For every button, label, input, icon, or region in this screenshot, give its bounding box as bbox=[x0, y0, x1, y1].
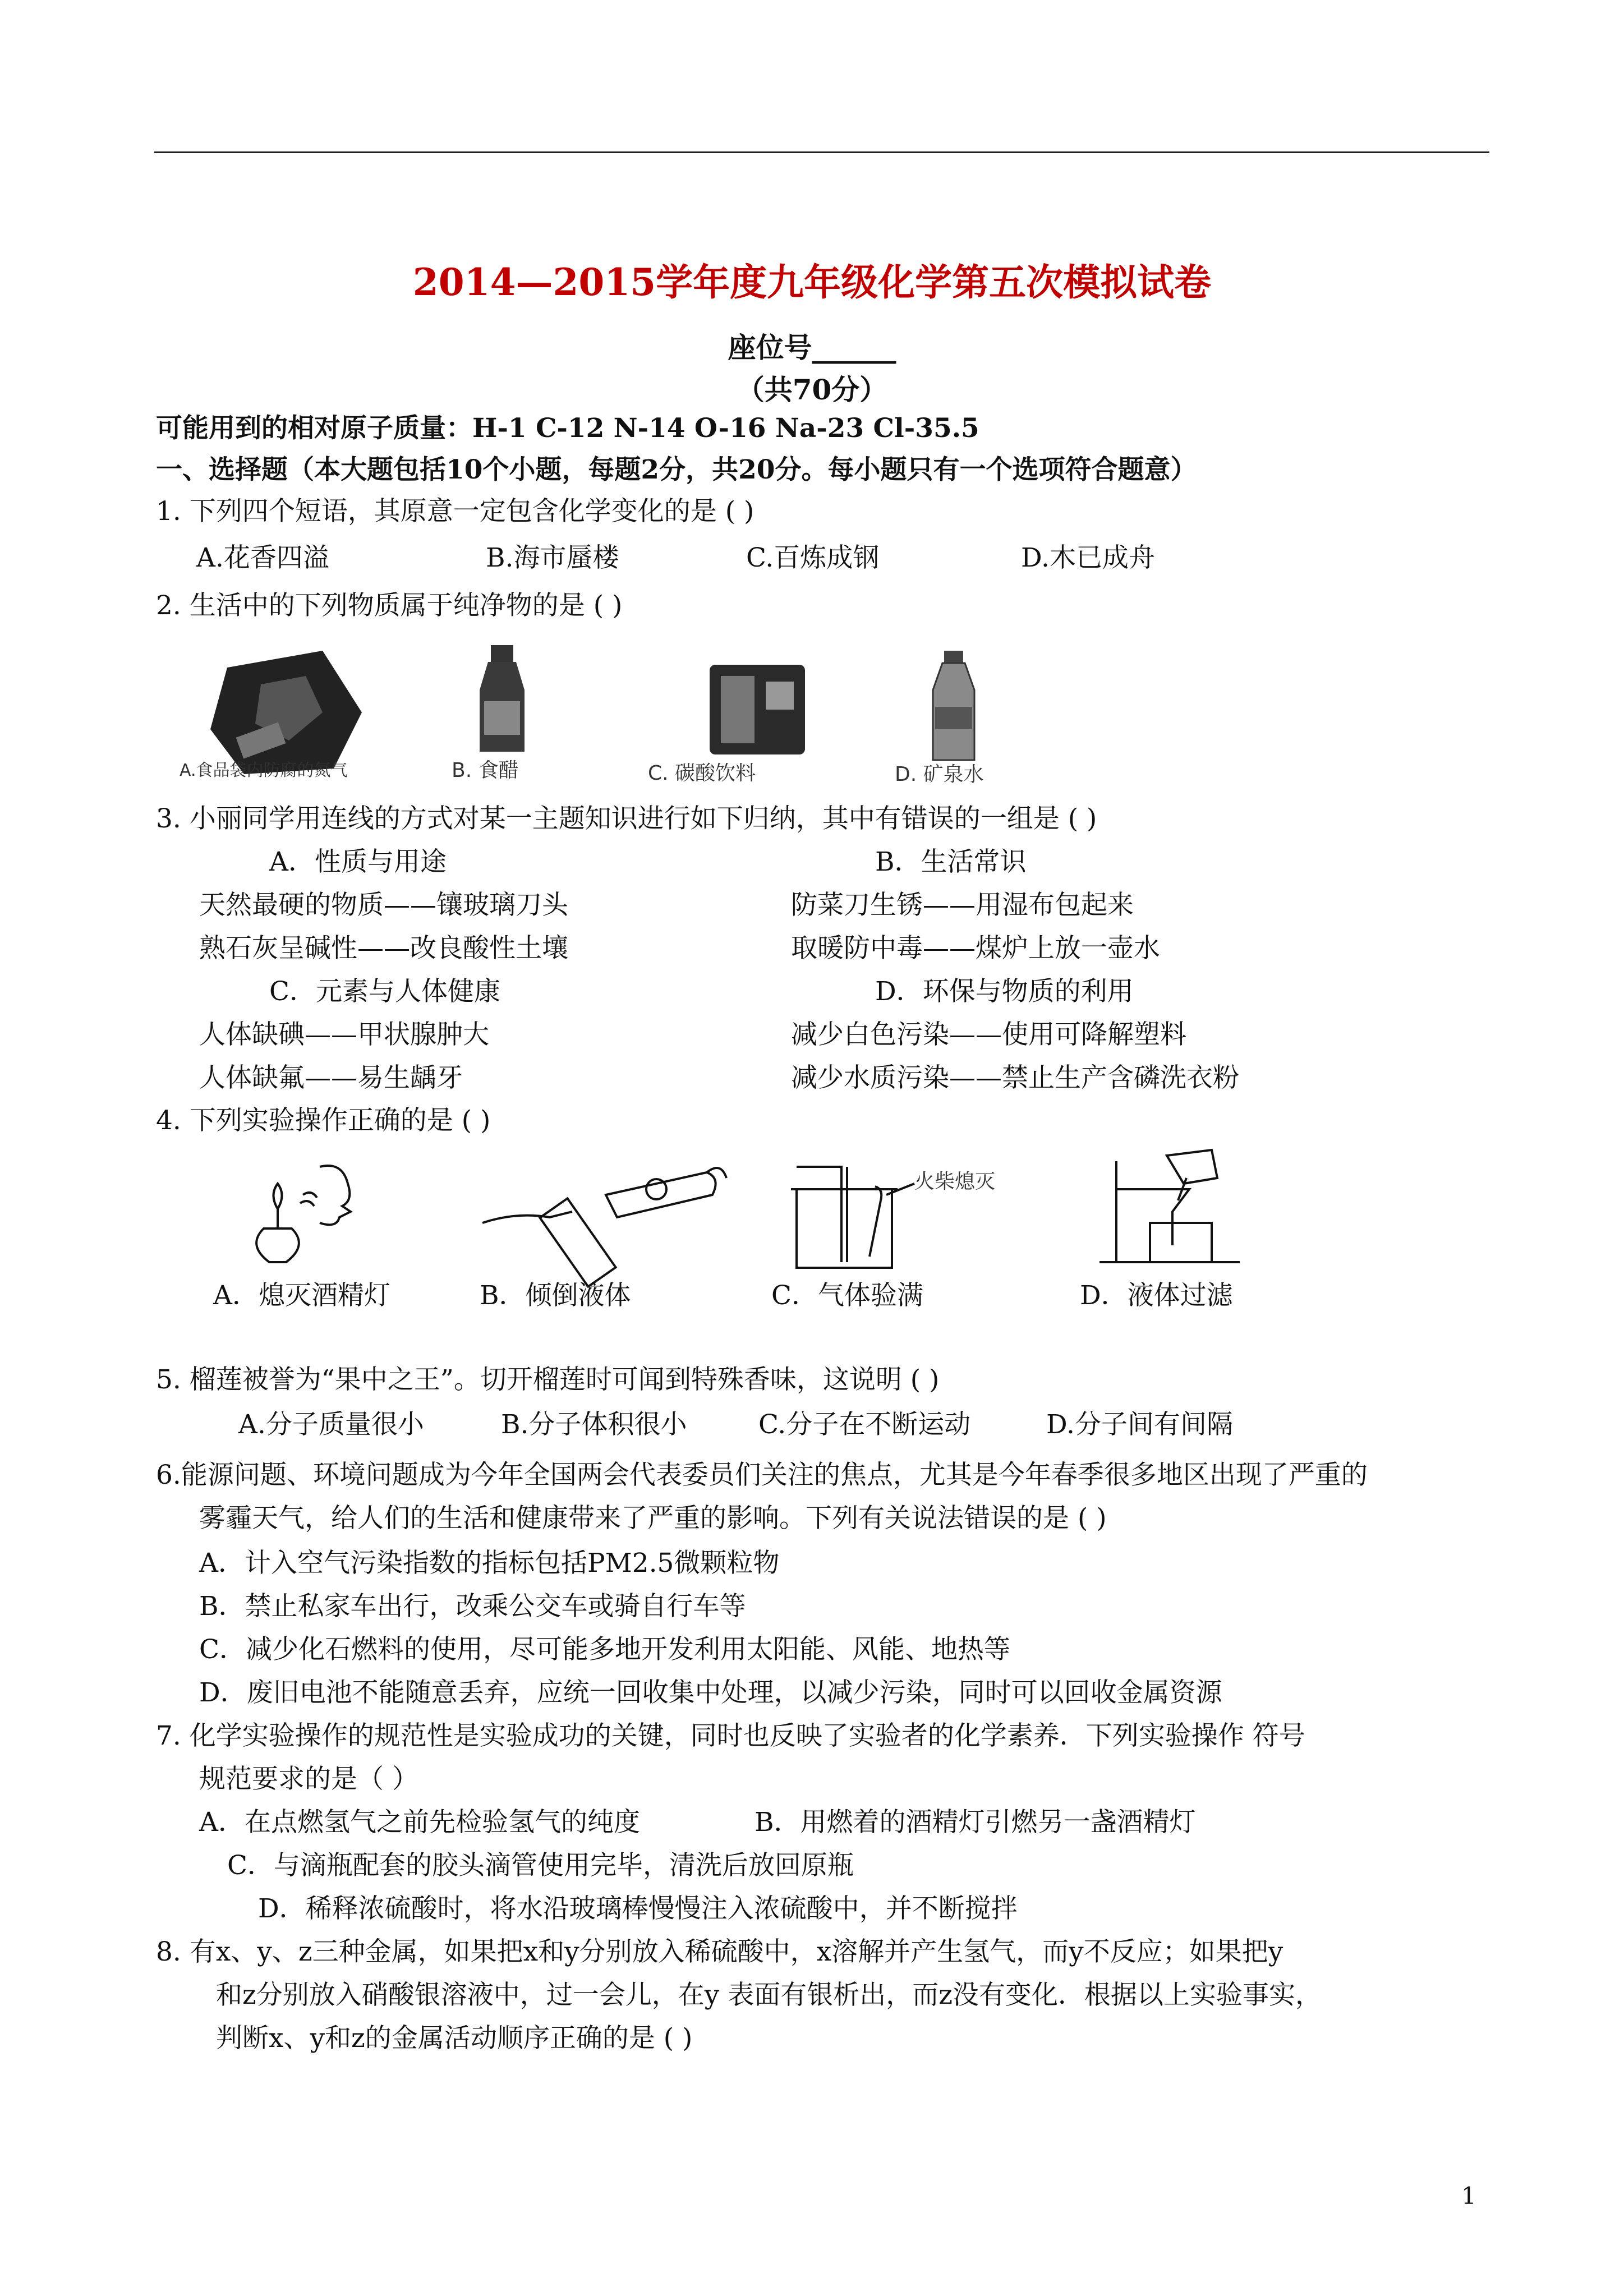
q5-option-d: D.分子间有间隔 bbox=[1046, 1409, 1233, 1440]
q7-option-a: A．在点燃氢气之前先检验氢气的纯度 bbox=[199, 1807, 640, 1838]
q3-c-line-1: 人体缺碘——甲状腺肿大 bbox=[199, 1019, 489, 1050]
question-2-stem: 2. 生活中的下列物质属于纯净物的是 ( ) bbox=[156, 590, 623, 621]
section-heading: 一、选择题（本大题包括10个小题，每题2分，共20分。每小题只有一个选项符合题意） bbox=[156, 454, 1197, 485]
q2-caption-c: C. 碳酸饮料 bbox=[648, 762, 756, 785]
q7-option-d: D．稀释浓硫酸时，将水沿玻璃棒慢慢注入浓硫酸中，并不断搅拌 bbox=[258, 1893, 1018, 1924]
filtration-figure bbox=[1094, 1144, 1262, 1273]
header-rule bbox=[154, 151, 1489, 153]
q3-d-line-2: 减少水质污染——禁止生产含磷洗衣粉 bbox=[791, 1062, 1239, 1093]
q4-caption-b: B．倾倒液体 bbox=[480, 1280, 631, 1311]
q2-caption-a: A.食品袋内防腐的氮气 bbox=[180, 761, 348, 780]
q5-option-a: A.分子质量很小 bbox=[238, 1409, 424, 1440]
question-7-stem-line-1: 7. 化学实验操作的规范性是实验成功的关键，同时也反映了实验者的化学素养．下列实验操作 符号 bbox=[156, 1720, 1305, 1751]
q4-caption-a: A．熄灭酒精灯 bbox=[213, 1280, 390, 1311]
total-score: （共70分） bbox=[736, 373, 888, 406]
q7-option-c: C．与滴瓶配套的胶头滴管使用完毕，清洗后放回原瓶 bbox=[227, 1850, 854, 1881]
q3-d-line-1: 减少白色污染——使用可降解塑料 bbox=[791, 1019, 1186, 1050]
q4-caption-c: C．气体验满 bbox=[771, 1280, 923, 1311]
extinguish-lamp-figure bbox=[236, 1156, 381, 1268]
q3-b-line-2: 取暖防中毒——煤炉上放一壶水 bbox=[791, 933, 1160, 964]
q3-a-line-1: 天然最硬的物质——镶玻璃刀头 bbox=[199, 890, 568, 921]
q5-option-c: C.分子在不断运动 bbox=[758, 1409, 971, 1440]
question-8-stem-line-1: 8. 有x、y、z三种金属，如果把x和y分别放入稀硫酸中，x溶解并产生氢气，而y不反应；如果把y bbox=[156, 1936, 1283, 1967]
q6-option-b: B．禁止私家车出行，改乘公交车或骑自行车等 bbox=[199, 1591, 746, 1622]
vinegar-bottle-image bbox=[466, 645, 544, 757]
q3-group-b-heading: B．生活常识 bbox=[875, 846, 1027, 877]
q6-option-c: C．减少化石燃料的使用，尽可能多地开发利用太阳能、风能、地热等 bbox=[199, 1634, 1010, 1665]
seat-number: 座位号______ bbox=[728, 331, 896, 364]
q2-caption-d: D. 矿泉水 bbox=[895, 763, 984, 786]
q6-option-d: D．废旧电池不能随意丢弃，应统一回收集中处理，以减少污染，同时可以回收金属资源 bbox=[199, 1677, 1222, 1708]
mineral-water-image bbox=[923, 651, 984, 763]
q2-caption-b: B. 食醋 bbox=[452, 759, 519, 782]
question-1-stem: 1. 下列四个短语，其原意一定包含化学变化的是 ( ) bbox=[156, 496, 755, 527]
q1-option-a: A.花香四溢 bbox=[196, 542, 329, 573]
question-7-stem-line-2: 规范要求的是（ ） bbox=[199, 1764, 418, 1795]
q6-option-a: A．计入空气污染指数的指标包括PM2.5微颗粒物 bbox=[199, 1548, 780, 1579]
q3-group-d-heading: D．环保与物质的利用 bbox=[875, 976, 1134, 1007]
q4-caption-d: D．液体过滤 bbox=[1080, 1280, 1233, 1311]
q3-group-c-heading: C．元素与人体健康 bbox=[269, 976, 500, 1007]
exam-title: 2014—2015学年度九年级化学第五次模拟试卷 bbox=[412, 260, 1212, 304]
q3-group-a-heading: A．性质与用途 bbox=[269, 846, 447, 877]
question-5-stem: 5. 榴莲被誉为“果中之王”。切开榴莲时可闻到特殊香味，这说明 ( ) bbox=[156, 1364, 940, 1395]
q1-option-d: D.木已成舟 bbox=[1021, 542, 1155, 573]
q3-c-line-2: 人体缺氟——易生龋牙 bbox=[199, 1062, 463, 1093]
atomic-mass-note: 可能用到的相对原子质量：H-1 C-12 N-14 O-16 Na-23 Cl-35.5 bbox=[156, 413, 979, 444]
pour-liquid-figure bbox=[471, 1156, 729, 1268]
question-4-stem: 4. 下列实验操作正确的是 ( ) bbox=[156, 1105, 491, 1136]
q3-b-line-1: 防菜刀生锈——用湿布包起来 bbox=[791, 890, 1134, 921]
q3-a-line-2: 熟石灰呈碱性——改良酸性土壤 bbox=[199, 933, 568, 964]
question-6-stem-line-1: 6.能源问题、环境问题成为今年全国两会代表委员们关注的焦点，尤其是今年春季很多地区出现了严重的 bbox=[156, 1460, 1368, 1490]
q4-figure-label: 火柴熄灭 bbox=[914, 1170, 996, 1193]
q5-option-b: B.分子体积很小 bbox=[501, 1409, 687, 1440]
q7-option-b: B．用燃着的酒精灯引燃另一盏酒精灯 bbox=[755, 1807, 1196, 1838]
q1-option-c: C.百炼成钢 bbox=[746, 542, 880, 573]
question-6-stem-line-2: 雾霾天气，给人们的生活和健康带来了严重的影响。下列有关说法错误的是 ( ) bbox=[199, 1503, 1107, 1534]
question-3-stem: 3. 小丽同学用连线的方式对某一主题知识进行如下归纳，其中有错误的一组是 ( ) bbox=[156, 803, 1097, 834]
question-8-stem-line-2: 和z分别放入硝酸银溶液中，过一会儿，在y 表面有银析出，而z没有变化．根据以上实验事实， bbox=[216, 1980, 1322, 2010]
q1-option-b: B.海市蜃楼 bbox=[486, 542, 619, 573]
question-8-stem-line-3: 判断x、y和z的金属活动顺序正确的是 ( ) bbox=[216, 2023, 693, 2054]
page-number: 1 bbox=[1461, 2182, 1476, 2210]
soda-can-image bbox=[704, 659, 811, 760]
